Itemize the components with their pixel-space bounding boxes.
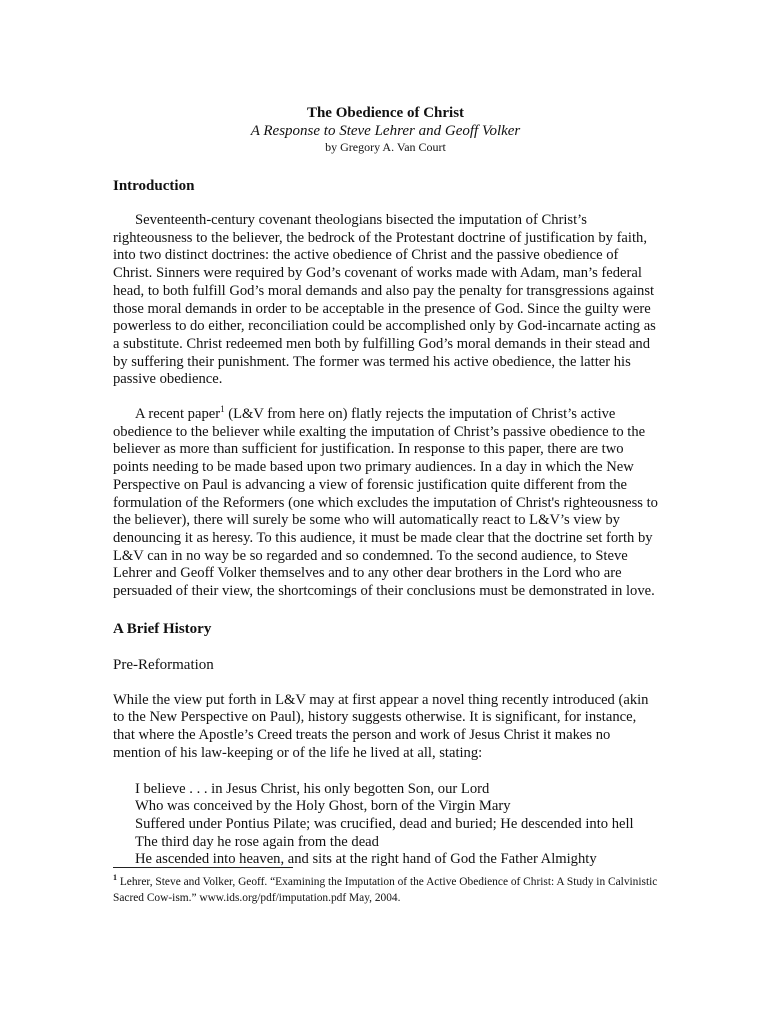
- creed-quote: [113, 781, 658, 870]
- footnote: [113, 875, 658, 906]
- footnote-text: Lehrer, Steve and Volker, Geoff. “Examining the Imputation of the Active Obedience of Christ: A Study in Calvinistic Sacred Cow-ism.” www.ids.org/pdf/imputation.pdf May, 2004.: [113, 876, 658, 904]
- section-heading-brief-history: A Brief History: [113, 620, 212, 637]
- creed-line: I believe . . . in Jesus Christ, his only begotten Son, our Lord: [135, 780, 490, 797]
- document-title: The Obedience of Christ: [306, 105, 465, 121]
- intro-paragraph-1: Seventeenth-century covenant theologians bisected the imputation of Christ’s righteousness to the believer, the bedrock of the Protestant doctrine of justification by faith, into two distinct doctrines: the active obedience of Christ and the passive obedience of Christ. Sinners were required by God’s covenant of works made with Adam, man’s federal head, to both fulfill God’s moral demands and also pay the penalty for transgressions against those moral demands in order to be acceptable in the presence of God. Since the guilty were powerless to do either, reconciliation could be accomplished only by God-incarnate acting as a substitute. Christ redeemed men both by fulfilling God’s moral demands in their stead and by suffering their punishment. The former was termed his active obedience, the latter his passive obedience.: [113, 212, 656, 388]
- footnote-divider: [113, 867, 293, 868]
- footnote-reference: 1: [220, 404, 225, 415]
- creed-line: The third day he rose again from the dead: [135, 833, 379, 850]
- intro-paragraph-2-rest: (L&V from here on) flatly rejects the imputation of Christ’s active obedience to the believer while exalting the imputation of Christ’s passive obedience to the believer as more than sufficient for justification. In response to this paper, there are two points needing to be made based upon two primary audiences. In a day in which the New Perspective on Paul is advancing a view of forensic justification quite different from the formulation of the Reformers (one which excludes the imputation of Christ's righteousness to the believer), there will surely be some who will automatically react to L&V’s view by denouncing it as heresy. To this audience, it must be made clear that the doctrine set forth by L&V can in no way be so regarded and so condemned. To the second audience, to Steve Lehrer and Geoff Volker themselves and to any other dear brothers in the Lord who are persuaded of their view, the shortcomings of their conclusions must be demonstrated in love.: [113, 406, 658, 600]
- subsection-heading-pre-reformation: Pre-Reformation: [113, 656, 214, 673]
- document-subtitle: A Response to Steve Lehrer and Geoff Volker: [250, 123, 521, 139]
- history-paragraph: While the view put forth in L&V may at first appear a novel thing recently introduced (akin to the New Perspective on Paul), history suggests otherwise. It is significant, for instance, that where the Apostle’s Creed treats the person and work of Jesus Christ it makes no mention of his law-keeping or of the life he lived at all, stating:: [113, 691, 649, 761]
- document-body: [113, 104, 658, 869]
- creed-line: Who was conceived by the Holy Ghost, born of the Virgin Mary: [135, 798, 511, 815]
- document-author: by Gregory A. Van Court: [325, 140, 446, 154]
- section-heading-introduction: Introduction: [113, 178, 195, 194]
- creed-line: Suffered under Pontius Pilate; was crucified, dead and buried; He descended into hell: [135, 815, 634, 832]
- creed-line: He ascended into heaven, and sits at the right hand of God the Father Almighty: [135, 851, 597, 868]
- intro-paragraph-2-start: A recent paper: [135, 406, 221, 423]
- footnote-number: 1: [113, 873, 117, 883]
- intro-paragraph-2: [113, 406, 658, 601]
